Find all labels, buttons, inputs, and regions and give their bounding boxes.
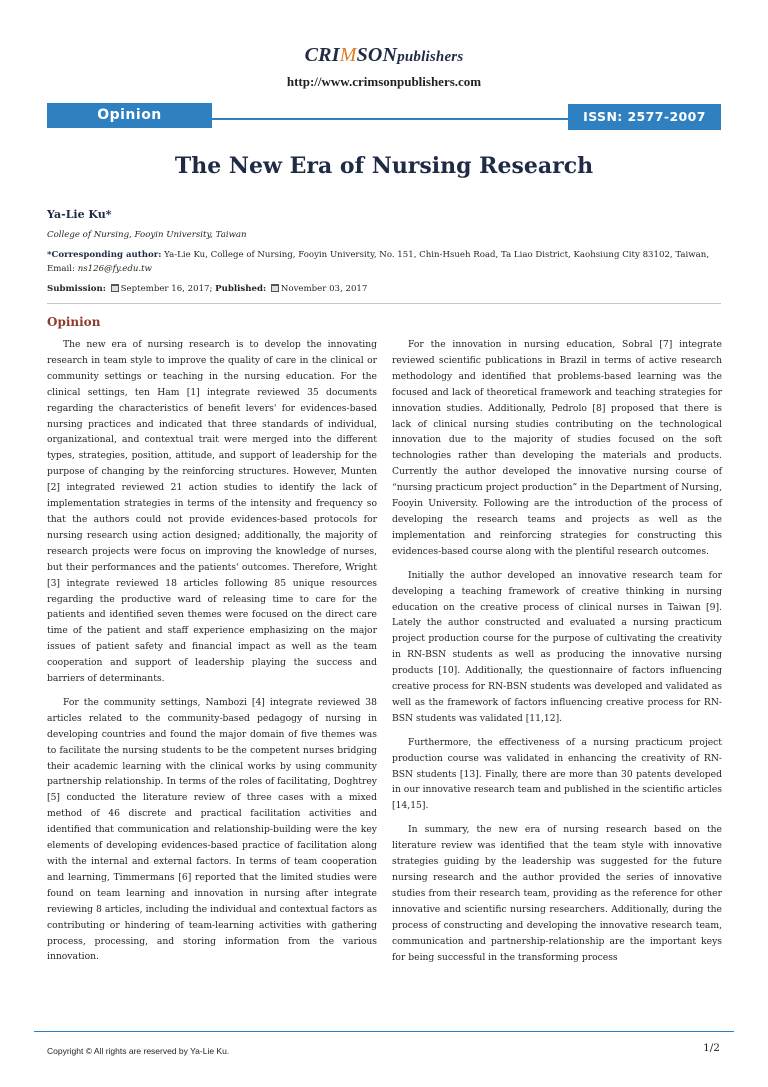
article-dates (47, 282, 721, 297)
publisher-url[interactable]: http://www.crimsonpublishers.com (286, 74, 482, 89)
section-tab: Opinion (47, 103, 212, 128)
body-column-left (47, 337, 377, 973)
copyright-notice: Copyright © All rights are reserved by Ya-Lie Ku. (47, 1046, 230, 1056)
article-title: The New Era of Nursing Research (174, 153, 594, 179)
corresponding-text: Ya-Lie Ku, College of Nursing, Fooyin University, No. 151, Chin-Hsueh Road, Ta Liao District, Kaohsiung City 83102, Taiwan, (164, 250, 710, 260)
published-date: November 03, 2017 (280, 284, 368, 294)
paragraph: The new era of nursing research is to develop the innovating research in team style to improve the quality of care in the clinical or community settings or teaching in the nursing education. For the clinical settings, ten Ham [1] integrate reviewed 35 documents regarding the characteristics of benefit levers' for evidences-based nursing practices and indicated that three standards of individual, organizational, and contextual trait were merged into the different types, strategies, position, attitude, and support of leadership for the purpose of changing by the reinforcing structures. However, Munten [2] integrated reviewed 21 action studies to identify the lack of implementation strategies in terms of the intensity and frequency so that the authors could not provide evidences-based protocols for nursing research using action designed; additionally, the majority of research projects were focus on improving the knowledge of nurses, but their performances and the patients' outcomes. Therefore, Wright [3] integrate reviewed 18 articles following 85 unique resources regarding the productive ward of releasing time to care for the patients and identified seven themes were focused on the direct care time of the patient and staff experience emphasizing on the major issues of patient safety and financial impact as well as the team cooperation and support of leadership playing the success and barriers of determinants. (47, 339, 377, 685)
paragraph: Furthermore, the effectiveness of a nursing practicum project production course was validated in enhancing the creativity of RN-BSN students [13]. Finally, there are more than 30 patents developed in our innovative research team and published in the scientific articles [14,15]. (392, 736, 722, 812)
calendar-icon (111, 284, 119, 292)
email-link[interactable]: ns126@fy.edu.tw (77, 264, 152, 274)
section-heading: Opinion (47, 315, 101, 329)
publisher-logo: CRIMSONpublishers (304, 44, 464, 66)
issn-badge: ISSN: 2577-2007 (568, 104, 721, 130)
author-name: Ya-Lie Ku* (47, 208, 112, 221)
author-affiliation: College of Nursing, Fooyin University, Taiwan (47, 230, 247, 240)
submission-date: September 16, 2017; (120, 284, 213, 294)
calendar-icon (271, 284, 279, 292)
corresponding-label: *Corresponding author: (47, 250, 162, 260)
published-label: Published: (215, 284, 267, 294)
corresponding-author (47, 248, 721, 276)
paragraph: In summary, the new era of nursing research based on the literature review was identified that the team style with innovative strategies guiding by the leadership was suggested for the future nursing research and the author provided the series of innovative studies from their research team, providing as the reference for other innovative and scientific nursing researchers. Additionally, during the process of constructing and developing the innovative research team, communication and partnership-relationship are the important keys for being successful in the transforming process (392, 824, 722, 963)
paragraph: For the community settings, Nambozi [4] integrate reviewed 38 articles related to the community-based pedagogy of nursing in developing countries and found the major domain of five themes was to facilitate the nursing students to be the competent nurses bridging their academic learning with the clinical works by using community partnership relationship. In terms of the roles of facilitating, Doghtrey [5] conducted the literature review of three cases with a mixed method of 46 discrete and practical facilitation activities and identified that communication and relationship-building were the key elements of developing evidences-based practice of facilitation along with the internal and external factors. In terms of team cooperation and learning, Timmermans [6] reported that the limited studies were found on team learning and innovation in nursing after integrate reviewing 8 articles, including the individual and contextual factors as contributing or hindering of team-learning activities with gathering process, processing, and storing information from the various innovation. (47, 696, 377, 963)
page-number: 1/2 (703, 1042, 720, 1054)
paragraph: Initially the author developed an innovative research team for developing a teaching framework of creative thinking in nursing education on the creative process of clinical nurses in Taiwan [9]. Lately the author constructed and evaluated a nursing practicum project production course for the purpose of cultivating the creativity in RN-BSN students as well as producing the innovative nursing products [10]. Additionally, the questionnaire of factors influencing creative process for RN-BSN students was developed and validated as well as the framework of factors influencing creative process for RN-BSN students was validated [11,12]. (392, 569, 722, 724)
submission-label: Submission: (47, 284, 106, 294)
email-label: Email: (47, 264, 75, 274)
paragraph: For the innovation in nursing education, Sobral [7] integrate reviewed scientific publications in Brazil in terms of active research methodology and identified that problems-based learning was the focused and lack of theoretical framework and teaching strategies for innovation studies. Additionally, Pedrolo [8] proposed that there is lack of clinical nursing studies contributing on the technological innovation due to the majority of studies focused on the soft technologies rather than developing the materials and products. Currently the author developed the innovative nursing course of “nursing practicum project production” in the Department of Nursing, Fooyin University. Following are the introduction of the process of developing the research teams and projects as well as the implementation and reinforcing strategies for constructing this evidences-based course along with the plentiful research outcomes. (392, 339, 722, 557)
footer-rule (34, 1031, 734, 1032)
body-column-right (392, 337, 722, 973)
divider (47, 303, 721, 304)
